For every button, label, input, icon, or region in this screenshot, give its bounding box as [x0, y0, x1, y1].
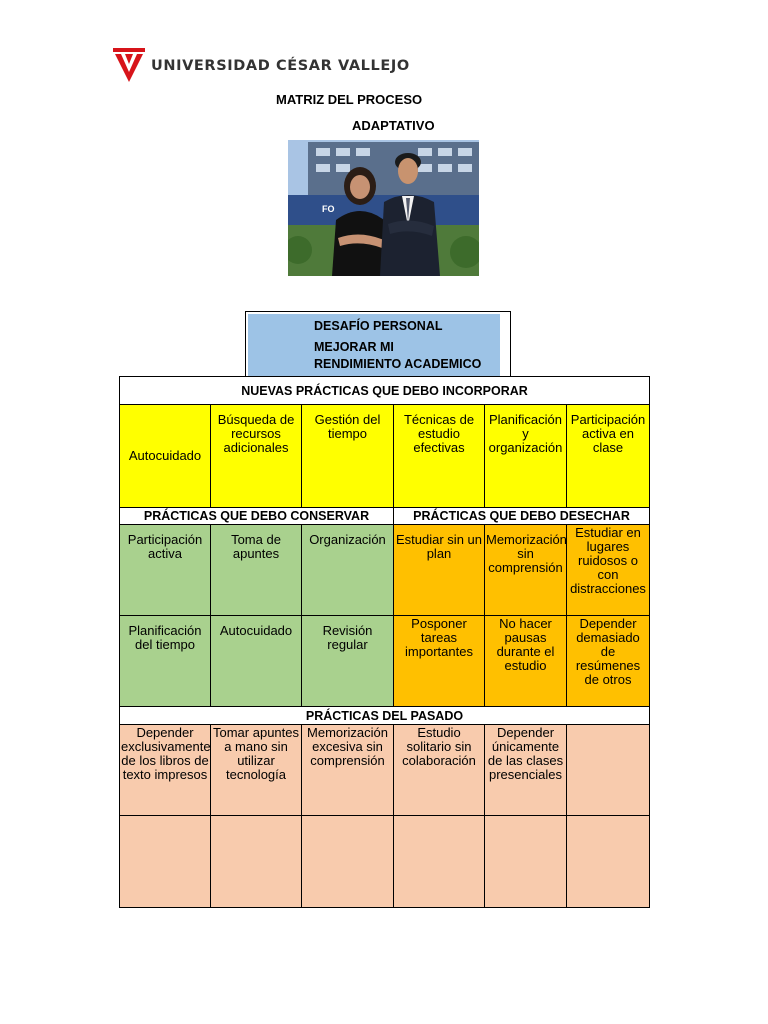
keep-practices-header: PRÁCTICAS QUE DEBO CONSERVAR	[120, 508, 394, 525]
discard-practice-cell: Posponer tareas importantes	[394, 616, 485, 707]
keep-practice-cell: Participación activa	[120, 525, 211, 616]
keep-practice-cell: Toma de apuntes	[211, 525, 302, 616]
personal-challenge-box	[245, 311, 511, 377]
past-practice-cell: Estudio solitario sin colaboración	[394, 725, 485, 816]
new-practice-cell: Técnicas de estudio efectivas	[394, 405, 485, 508]
past-practice-empty-cell	[394, 816, 485, 907]
discard-practice-cell: Estudiar sin un plan	[394, 525, 485, 616]
past-practice-empty-cell	[211, 816, 302, 907]
keep-practice-cell: Organización	[302, 525, 394, 616]
past-practice-cell	[567, 725, 649, 816]
past-practice-empty-cell	[567, 816, 649, 907]
new-practice-cell: Búsqueda de recursos adicionales	[211, 405, 302, 508]
document-title: MATRIZ DEL PROCESO	[276, 92, 423, 107]
past-practice-cell: Tomar apuntes a mano sin utilizar tecnología	[211, 725, 302, 816]
discard-practice-cell: No hacer pausas durante el estudio	[485, 616, 567, 707]
university-logo	[113, 48, 410, 84]
discard-practice-cell: Depender demasiado de resúmenes de otros	[567, 616, 649, 707]
ucv-shield-icon	[113, 48, 145, 84]
new-practice-cell: Participación activa en clase	[567, 405, 649, 508]
past-practice-empty-cell	[120, 816, 211, 907]
students-photo	[288, 140, 479, 276]
past-practice-cell: Depender exclusivamente de los libros de texto impresos	[120, 725, 211, 816]
new-practice-cell: Planificación y organización	[485, 405, 567, 508]
past-practices-header: PRÁCTICAS DEL PASADO	[120, 707, 649, 725]
past-practice-empty-cell	[485, 816, 567, 907]
discard-practice-cell: Estudiar en lugares ruidosos o con distracciones	[567, 525, 649, 616]
past-practice-cell: Memorización excesiva sin comprensión	[302, 725, 394, 816]
past-practice-cell: Depender únicamente de las clases presenciales	[485, 725, 567, 816]
challenge-heading: DESAFÍO PERSONAL	[314, 319, 443, 333]
new-practice-cell: Autocuidado	[120, 405, 211, 508]
new-practice-cell: Gestión del tiempo	[302, 405, 394, 508]
university-name: UNIVERSIDAD CÉSAR VALLEJO	[151, 58, 410, 74]
discard-practice-cell: Memorización sin comprensión	[485, 525, 567, 616]
discard-practices-header: PRÁCTICAS QUE DEBO DESECHAR	[394, 508, 649, 525]
adaptive-process-matrix	[119, 376, 650, 908]
keep-practice-cell: Planificación del tiempo	[120, 616, 211, 707]
challenge-goal: MEJORAR MI RENDIMIENTO ACADEMICO	[314, 340, 482, 371]
svg-text:FO: FO	[322, 204, 335, 214]
new-practices-header: NUEVAS PRÁCTICAS QUE DEBO INCORPORAR	[120, 377, 649, 405]
document-subtitle: ADAPTATIVO	[352, 118, 435, 133]
keep-practice-cell: Revisión regular	[302, 616, 394, 707]
keep-practice-cell: Autocuidado	[211, 616, 302, 707]
past-practice-empty-cell	[302, 816, 394, 907]
challenge-text	[314, 318, 484, 373]
